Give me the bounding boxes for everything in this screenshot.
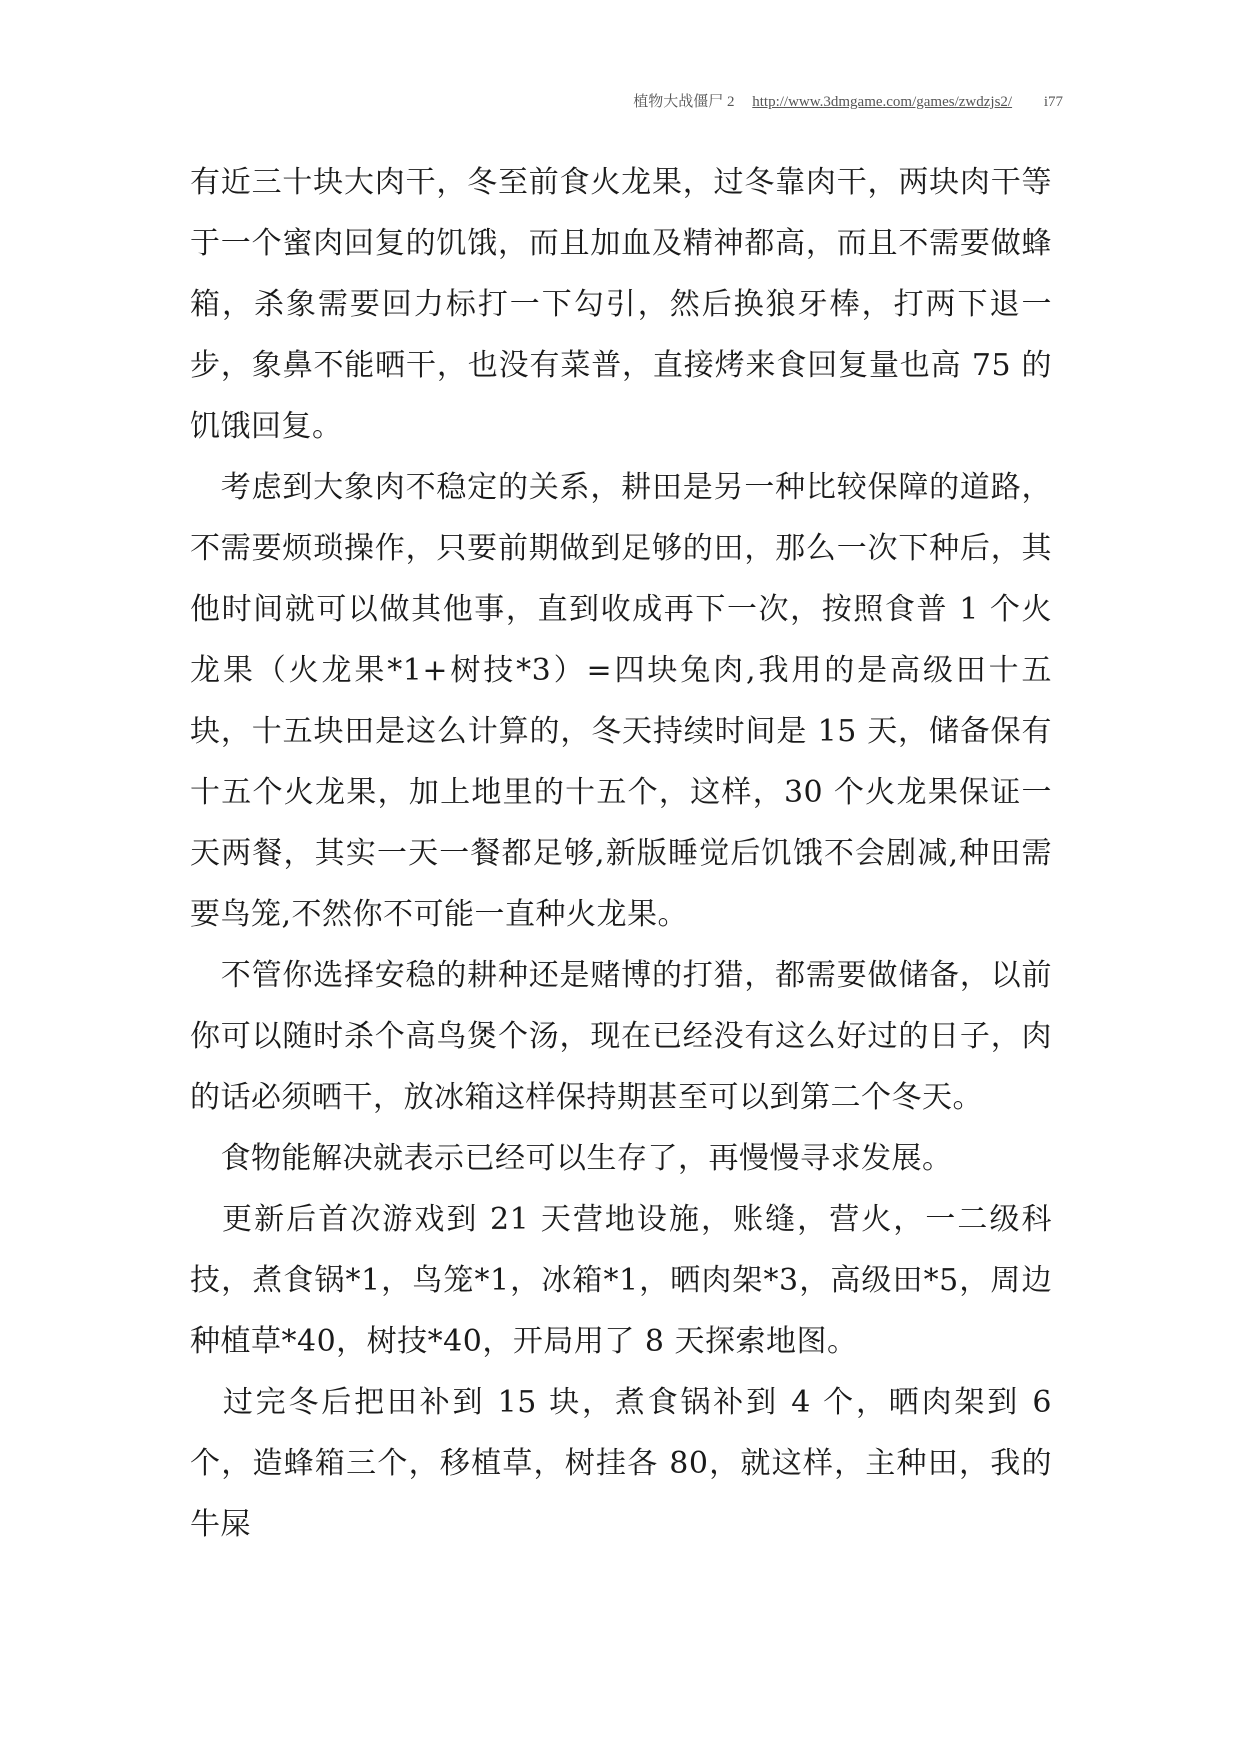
paragraph: 考虑到大象肉不稳定的关系，耕田是另一种比较保障的道路，不需要烦琐操作，只要前期做到足够的田，那么一次下种后，其他时间就可以做其他事，直到收成再下一次，按照食普 1 个火龙果（火龙果*1+树技*3）=四块兔肉,我用的是高级田十五块，十五块田是这么计算的，冬天持续时间是 15 天，储备保有十五个火龙果，加上地里的十五个，这样，30 个火龙果保证一天两餐，其实一天一餐都足够,新版睡觉后饥饿不会剧减,种田需要鸟笼,不然你不可能一直种火龙果。	[190, 470, 1052, 932]
header-url-link[interactable]: http://www.3dmgame.com/games/zwdzjs2/	[752, 94, 1013, 110]
paragraph: 有近三十块大肉干，冬至前食火龙果，过冬靠肉干，两块肉干等于一个蜜肉回复的饥饿，而且加血及精神都高，而且不需要做蜂箱，杀象需要回力标打一下勾引，然后换狼牙棒，打两下退一步，象鼻不能晒干，也没有菜普，直接烤来食回复量也高 75 的饥饿回复。	[190, 165, 1052, 444]
paragraph: 食物能解决就表示已经可以生存了，再慢慢寻求发展。	[190, 1141, 953, 1176]
paragraph: 更新后首次游戏到 21 天营地设施，账缝，营火，一二级科技，煮食锅*1，鸟笼*1，冰箱*1，晒肉架*3，高级田*5，周边种植草*40，树技*40，开局用了 8 天探索地图。	[190, 1202, 1052, 1359]
page-header	[633, 90, 1063, 111]
header-title: 植物大战僵尸 2	[633, 94, 735, 110]
paragraph: 过完冬后把田补到 15 块，煮食锅补到 4 个，晒肉架到 6 个，造蜂箱三个，移植草，树挂各 80，就这样，主种田，我的牛屎	[190, 1385, 1052, 1542]
page-number: i77	[1043, 94, 1063, 110]
paragraph: 不管你选择安稳的耕种还是赌博的打猎，都需要做储备，以前你可以随时杀个高鸟煲个汤，现在已经没有这么好过的日子，肉的话必须晒干，放冰箱这样保持期甚至可以到第二个冬天。	[190, 958, 1052, 1115]
document-body	[190, 152, 1052, 1555]
